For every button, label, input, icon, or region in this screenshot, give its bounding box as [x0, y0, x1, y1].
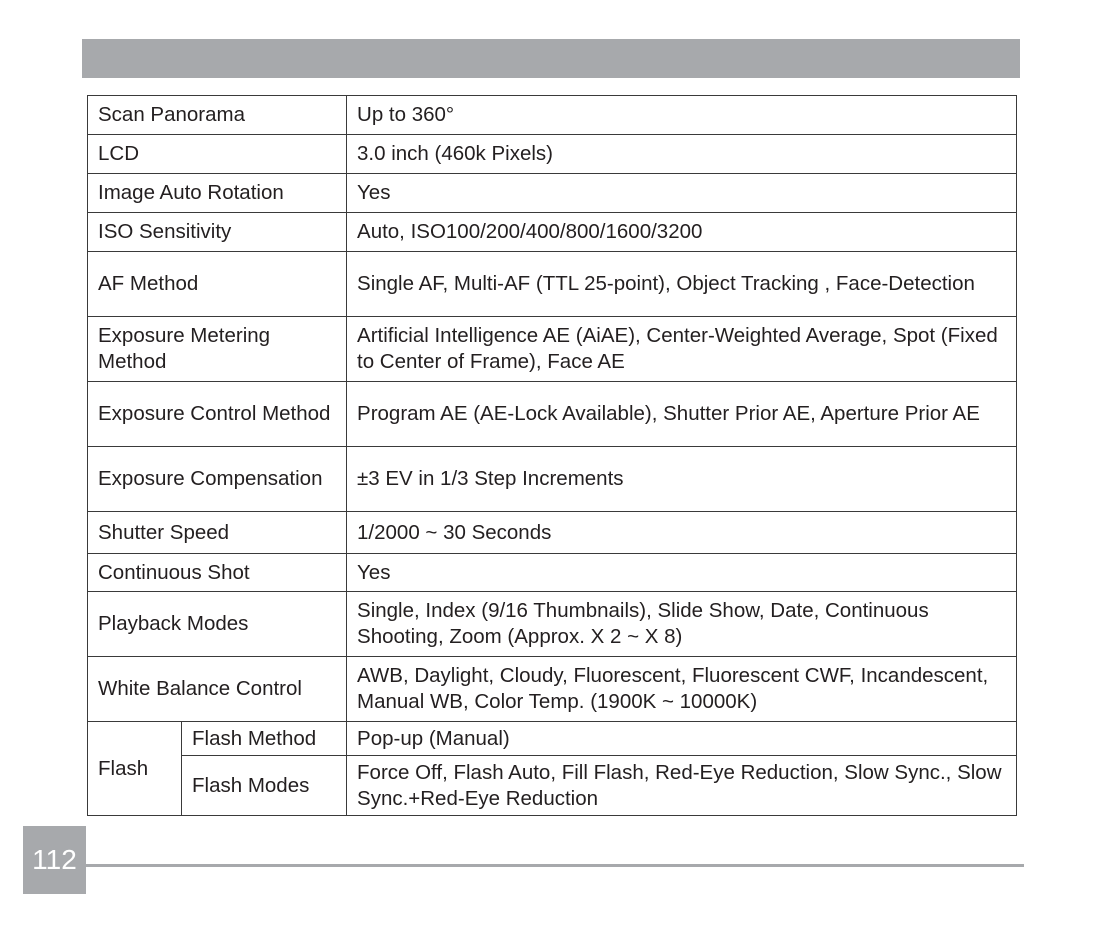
spec-label: Exposure Compensation: [88, 447, 347, 512]
spec-table: [87, 95, 1017, 816]
spec-value: Single, Index (9/16 Thumbnails), Slide Show, Date, Continuous Shooting, Zoom (Approx. X 2 ~ X 8): [347, 592, 1017, 657]
spec-value: 1/2000 ~ 30 Seconds: [347, 512, 1017, 554]
header-bar: [82, 39, 1020, 78]
flash-method-value: Pop-up (Manual): [347, 722, 1017, 756]
table-row: [88, 252, 1017, 317]
spec-value: Up to 360°: [347, 96, 1017, 135]
spec-value: Single AF, Multi-AF (TTL 25-point), Object Tracking , Face-Detection: [347, 252, 1017, 317]
spec-label: Continuous Shot: [88, 554, 347, 592]
table-row: [88, 512, 1017, 554]
table-row: [88, 213, 1017, 252]
spec-label: Exposure Control Method: [88, 382, 347, 447]
spec-value: Yes: [347, 554, 1017, 592]
spec-label: Image Auto Rotation: [88, 174, 347, 213]
table-row: [88, 722, 1017, 756]
spec-value: ±3 EV in 1/3 Step Increments: [347, 447, 1017, 512]
footer-divider: [86, 864, 1024, 867]
spec-label: AF Method: [88, 252, 347, 317]
spec-value: Artificial Intelligence AE (AiAE), Center-Weighted Average, Spot (Fixed to Center of Frame), Face AE: [347, 317, 1017, 382]
table-row: [88, 135, 1017, 174]
flash-label: Flash: [88, 722, 182, 816]
table-row: [88, 317, 1017, 382]
table-row: [88, 174, 1017, 213]
spec-label: Scan Panorama: [88, 96, 347, 135]
page-number: [23, 826, 86, 894]
page-number-text: 112: [32, 844, 77, 875]
spec-label: Playback Modes: [88, 592, 347, 657]
table-row: [88, 96, 1017, 135]
table-row: [88, 382, 1017, 447]
flash-modes-label: Flash Modes: [182, 756, 347, 816]
spec-value: Auto, ISO100/200/400/800/1600/3200: [347, 213, 1017, 252]
table-row: [88, 657, 1017, 722]
spec-value: AWB, Daylight, Cloudy, Fluorescent, Fluorescent CWF, Incandescent, Manual WB, Color Temp. (1900K ~ 10000K): [347, 657, 1017, 722]
table-row: [88, 554, 1017, 592]
spec-label: White Balance Control: [88, 657, 347, 722]
spec-value: Program AE (AE-Lock Available), Shutter Prior AE, Aperture Prior AE: [347, 382, 1017, 447]
table-row: [88, 447, 1017, 512]
spec-label: LCD: [88, 135, 347, 174]
spec-label: Shutter Speed: [88, 512, 347, 554]
spec-value: 3.0 inch (460k Pixels): [347, 135, 1017, 174]
spec-label: ISO Sensitivity: [88, 213, 347, 252]
table-row: [88, 592, 1017, 657]
spec-value: Yes: [347, 174, 1017, 213]
flash-modes-value: Force Off, Flash Auto, Fill Flash, Red-Eye Reduction, Slow Sync., Slow Sync.+Red-Eye Reduction: [347, 756, 1017, 816]
spec-label: Exposure Metering Method: [88, 317, 347, 382]
table-row: [88, 756, 1017, 816]
flash-method-label: Flash Method: [182, 722, 347, 756]
